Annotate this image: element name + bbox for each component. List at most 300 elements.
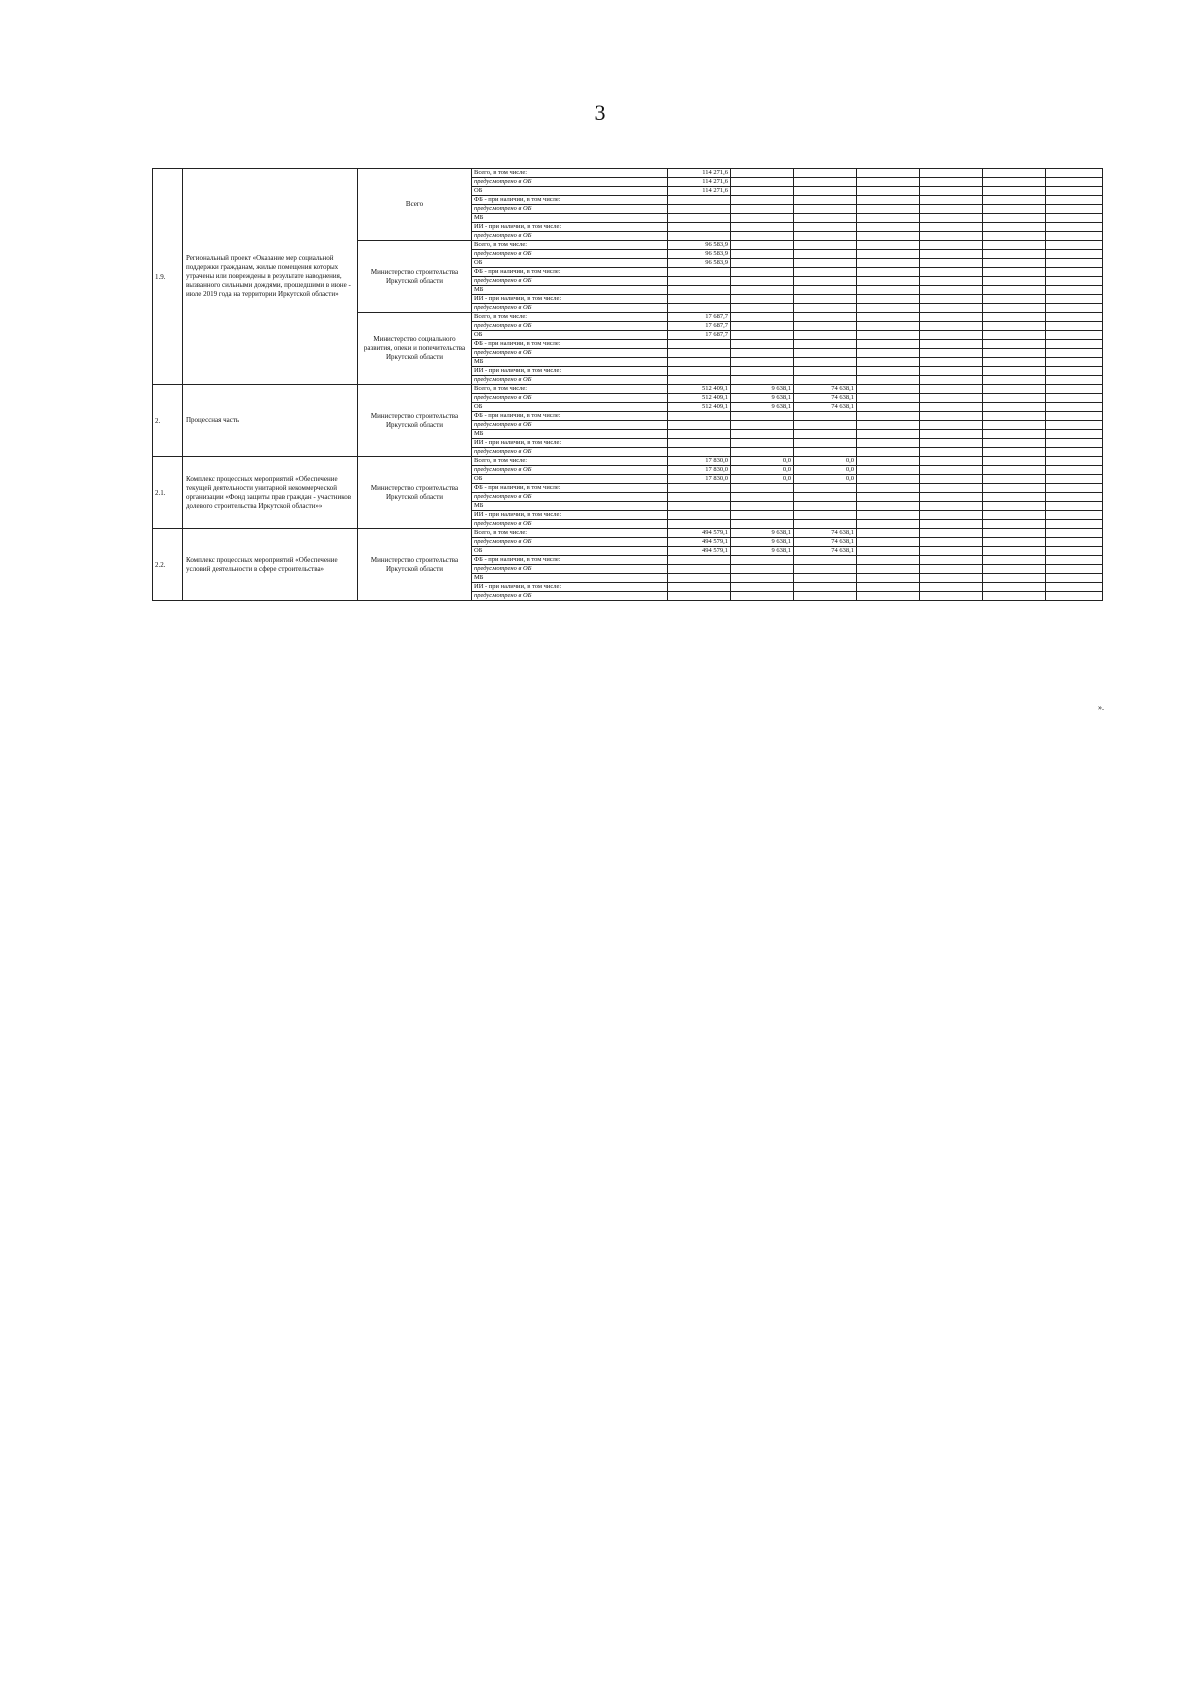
funding-source: ФБ - при наличии, в том числе:	[472, 556, 668, 565]
amount-cell	[920, 367, 983, 376]
amount-cell	[983, 502, 1046, 511]
amount-cell	[1046, 214, 1103, 223]
amount-cell	[794, 268, 857, 277]
amount-cell	[920, 178, 983, 187]
funding-source: предусмотрено в ОБ	[472, 466, 668, 475]
amount-cell	[920, 574, 983, 583]
amount-cell: 74 638,1	[794, 403, 857, 412]
amount-cell	[983, 331, 1046, 340]
amount-cell	[668, 376, 731, 385]
amount-cell	[1046, 448, 1103, 457]
amount-cell	[1046, 556, 1103, 565]
funding-source: Всего, в том числе:	[472, 457, 668, 466]
amount-cell	[731, 493, 794, 502]
amount-cell	[920, 196, 983, 205]
amount-cell	[983, 187, 1046, 196]
amount-cell	[857, 475, 920, 484]
amount-cell	[857, 196, 920, 205]
amount-cell	[668, 439, 731, 448]
amount-cell	[1046, 196, 1103, 205]
amount-cell	[731, 259, 794, 268]
table-row	[153, 385, 1103, 394]
amount-cell	[668, 520, 731, 529]
amount-cell	[794, 430, 857, 439]
amount-cell	[857, 322, 920, 331]
amount-cell	[857, 358, 920, 367]
amount-cell	[668, 277, 731, 286]
amount-cell	[920, 385, 983, 394]
amount-cell	[920, 331, 983, 340]
amount-cell	[857, 430, 920, 439]
funding-source: МБ	[472, 358, 668, 367]
amount-cell	[857, 295, 920, 304]
amount-cell: 17 687,7	[668, 313, 731, 322]
amount-cell	[857, 268, 920, 277]
amount-cell	[1046, 331, 1103, 340]
amount-cell	[920, 484, 983, 493]
amount-cell	[983, 538, 1046, 547]
amount-cell: 0,0	[731, 466, 794, 475]
amount-cell	[857, 349, 920, 358]
amount-cell	[857, 178, 920, 187]
amount-cell	[983, 565, 1046, 574]
amount-cell: 0,0	[731, 475, 794, 484]
amount-cell	[983, 493, 1046, 502]
amount-cell	[857, 394, 920, 403]
amount-cell	[794, 349, 857, 358]
amount-cell	[1046, 520, 1103, 529]
amount-cell	[920, 592, 983, 601]
amount-cell	[668, 421, 731, 430]
amount-cell	[731, 520, 794, 529]
amount-cell	[857, 457, 920, 466]
amount-cell	[983, 313, 1046, 322]
item-name: Комплекс процессных мероприятий «Обеспечение условий деятельности в сфере строительства»	[183, 529, 358, 601]
amount-cell	[794, 367, 857, 376]
amount-cell	[668, 196, 731, 205]
amount-cell	[920, 250, 983, 259]
funding-source: МБ	[472, 286, 668, 295]
amount-cell: 114 271,6	[668, 187, 731, 196]
amount-cell	[1046, 484, 1103, 493]
amount-cell	[857, 529, 920, 538]
amount-cell	[920, 403, 983, 412]
amount-cell	[794, 592, 857, 601]
amount-cell	[983, 178, 1046, 187]
amount-cell	[794, 331, 857, 340]
amount-cell	[794, 205, 857, 214]
amount-cell: 17 830,0	[668, 457, 731, 466]
amount-cell	[1046, 574, 1103, 583]
amount-cell	[731, 592, 794, 601]
amount-cell	[1046, 349, 1103, 358]
funding-source: Всего, в том числе:	[472, 529, 668, 538]
amount-cell	[668, 367, 731, 376]
amount-cell	[668, 484, 731, 493]
amount-cell	[983, 259, 1046, 268]
amount-cell	[983, 304, 1046, 313]
amount-cell	[794, 556, 857, 565]
amount-cell	[668, 340, 731, 349]
amount-cell: 114 271,6	[668, 169, 731, 178]
amount-cell	[1046, 304, 1103, 313]
amount-cell	[668, 574, 731, 583]
executor-name: Министерство социального развития, опеки и попечительства Иркутской области	[358, 313, 472, 385]
amount-cell: 9 638,1	[731, 385, 794, 394]
amount-cell	[794, 223, 857, 232]
amount-cell	[1046, 376, 1103, 385]
funding-source: предусмотрено в ОБ	[472, 304, 668, 313]
amount-cell	[857, 223, 920, 232]
amount-cell	[731, 574, 794, 583]
amount-cell	[983, 196, 1046, 205]
amount-cell: 96 583,9	[668, 259, 731, 268]
amount-cell	[920, 313, 983, 322]
amount-cell	[794, 322, 857, 331]
amount-cell: 512 409,1	[668, 385, 731, 394]
amount-cell	[794, 196, 857, 205]
amount-cell	[857, 556, 920, 565]
amount-cell	[857, 367, 920, 376]
amount-cell	[920, 529, 983, 538]
amount-cell	[731, 349, 794, 358]
amount-cell	[857, 214, 920, 223]
amount-cell	[1046, 358, 1103, 367]
amount-cell	[920, 286, 983, 295]
amount-cell	[983, 250, 1046, 259]
amount-cell	[857, 277, 920, 286]
amount-cell	[983, 376, 1046, 385]
amount-cell	[731, 331, 794, 340]
funding-source: предусмотрено в ОБ	[472, 349, 668, 358]
item-number: 1.9.	[153, 169, 183, 385]
amount-cell	[1046, 268, 1103, 277]
funding-source: ФБ - при наличии, в том числе:	[472, 484, 668, 493]
amount-cell	[920, 439, 983, 448]
amount-cell	[920, 511, 983, 520]
amount-cell	[857, 232, 920, 241]
funding-source: ИИ - при наличии, в том числе:	[472, 583, 668, 592]
funding-source: предусмотрено в ОБ	[472, 322, 668, 331]
amount-cell: 494 579,1	[668, 529, 731, 538]
amount-cell	[1046, 250, 1103, 259]
amount-cell	[983, 214, 1046, 223]
amount-cell	[1046, 187, 1103, 196]
amount-cell	[1046, 403, 1103, 412]
amount-cell	[731, 322, 794, 331]
amount-cell	[731, 295, 794, 304]
amount-cell	[731, 421, 794, 430]
budget-table	[152, 168, 1103, 601]
amount-cell	[731, 232, 794, 241]
amount-cell	[794, 565, 857, 574]
amount-cell	[983, 367, 1046, 376]
amount-cell	[920, 358, 983, 367]
amount-cell: 17 687,7	[668, 322, 731, 331]
amount-cell	[1046, 583, 1103, 592]
amount-cell	[1046, 493, 1103, 502]
amount-cell	[857, 511, 920, 520]
amount-cell	[731, 304, 794, 313]
amount-cell	[983, 322, 1046, 331]
amount-cell: 74 638,1	[794, 394, 857, 403]
amount-cell	[794, 295, 857, 304]
executor-name: Министерство строительства Иркутской области	[358, 385, 472, 457]
amount-cell	[857, 565, 920, 574]
amount-cell	[857, 385, 920, 394]
amount-cell	[920, 295, 983, 304]
amount-cell	[731, 565, 794, 574]
amount-cell	[857, 286, 920, 295]
amount-cell: 0,0	[794, 475, 857, 484]
amount-cell: 74 638,1	[794, 529, 857, 538]
executor-name: Министерство строительства Иркутской области	[358, 529, 472, 601]
amount-cell	[731, 214, 794, 223]
funding-source: ИИ - при наличии, в том числе:	[472, 439, 668, 448]
funding-source: ИИ - при наличии, в том числе:	[472, 223, 668, 232]
funding-source: предусмотрено в ОБ	[472, 565, 668, 574]
amount-cell	[731, 430, 794, 439]
funding-source: Всего, в том числе:	[472, 241, 668, 250]
amount-cell: 0,0	[731, 457, 794, 466]
amount-cell	[983, 529, 1046, 538]
amount-cell	[794, 520, 857, 529]
funding-source: предусмотрено в ОБ	[472, 232, 668, 241]
amount-cell	[920, 538, 983, 547]
amount-cell	[668, 286, 731, 295]
amount-cell: 74 638,1	[794, 538, 857, 547]
amount-cell	[983, 205, 1046, 214]
amount-cell	[731, 448, 794, 457]
funding-source: МБ	[472, 574, 668, 583]
amount-cell	[857, 592, 920, 601]
amount-cell	[920, 205, 983, 214]
funding-source: ОБ	[472, 547, 668, 556]
funding-source: предусмотрено в ОБ	[472, 520, 668, 529]
amount-cell	[668, 556, 731, 565]
amount-cell	[794, 286, 857, 295]
funding-source: Всего, в том числе:	[472, 313, 668, 322]
amount-cell	[983, 385, 1046, 394]
amount-cell	[668, 223, 731, 232]
amount-cell	[668, 205, 731, 214]
amount-cell	[983, 268, 1046, 277]
amount-cell	[920, 421, 983, 430]
table-row	[153, 169, 1103, 178]
amount-cell	[857, 520, 920, 529]
amount-cell	[920, 466, 983, 475]
amount-cell	[731, 502, 794, 511]
amount-cell	[983, 295, 1046, 304]
amount-cell	[1046, 205, 1103, 214]
amount-cell	[920, 520, 983, 529]
amount-cell	[1046, 259, 1103, 268]
amount-cell	[668, 583, 731, 592]
funding-source: ОБ	[472, 331, 668, 340]
amount-cell	[920, 304, 983, 313]
amount-cell	[983, 574, 1046, 583]
amount-cell	[731, 484, 794, 493]
amount-cell	[731, 205, 794, 214]
amount-cell	[794, 421, 857, 430]
amount-cell	[731, 277, 794, 286]
amount-cell	[983, 484, 1046, 493]
funding-source: МБ	[472, 502, 668, 511]
amount-cell	[857, 448, 920, 457]
amount-cell	[983, 439, 1046, 448]
amount-cell	[668, 304, 731, 313]
amount-cell: 0,0	[794, 457, 857, 466]
funding-source: ИИ - при наличии, в том числе:	[472, 367, 668, 376]
funding-source: ОБ	[472, 475, 668, 484]
amount-cell	[731, 511, 794, 520]
amount-cell	[668, 430, 731, 439]
amount-cell	[857, 547, 920, 556]
amount-cell	[920, 457, 983, 466]
funding-source: предусмотрено в ОБ	[472, 394, 668, 403]
amount-cell	[1046, 340, 1103, 349]
executor-name: Министерство строительства Иркутской области	[358, 457, 472, 529]
amount-cell: 512 409,1	[668, 403, 731, 412]
amount-cell	[857, 574, 920, 583]
amount-cell	[668, 493, 731, 502]
amount-cell	[857, 340, 920, 349]
amount-cell	[983, 466, 1046, 475]
funding-source: ФБ - при наличии, в том числе:	[472, 340, 668, 349]
amount-cell: 9 638,1	[731, 403, 794, 412]
amount-cell	[668, 412, 731, 421]
amount-cell	[794, 232, 857, 241]
amount-cell	[983, 457, 1046, 466]
amount-cell	[1046, 286, 1103, 295]
closing-quote-mark: ».	[1098, 703, 1104, 712]
funding-source: предусмотрено в ОБ	[472, 178, 668, 187]
item-number: 2.	[153, 385, 183, 457]
amount-cell: 114 271,6	[668, 178, 731, 187]
amount-cell	[731, 340, 794, 349]
amount-cell	[731, 556, 794, 565]
amount-cell	[920, 556, 983, 565]
amount-cell	[731, 196, 794, 205]
amount-cell	[1046, 466, 1103, 475]
amount-cell	[857, 538, 920, 547]
amount-cell	[920, 565, 983, 574]
amount-cell	[731, 412, 794, 421]
amount-cell	[983, 349, 1046, 358]
amount-cell: 494 579,1	[668, 538, 731, 547]
funding-source: ФБ - при наличии, в том числе:	[472, 196, 668, 205]
amount-cell	[983, 421, 1046, 430]
amount-cell	[983, 241, 1046, 250]
amount-cell	[983, 412, 1046, 421]
amount-cell	[920, 223, 983, 232]
amount-cell	[857, 376, 920, 385]
amount-cell	[794, 484, 857, 493]
amount-cell	[1046, 241, 1103, 250]
amount-cell	[794, 250, 857, 259]
funding-source: предусмотрено в ОБ	[472, 277, 668, 286]
amount-cell	[1046, 385, 1103, 394]
amount-cell	[731, 313, 794, 322]
amount-cell	[794, 502, 857, 511]
funding-source: ОБ	[472, 187, 668, 196]
amount-cell	[1046, 322, 1103, 331]
amount-cell	[731, 241, 794, 250]
funding-source: предусмотрено в ОБ	[472, 493, 668, 502]
amount-cell	[1046, 430, 1103, 439]
amount-cell	[1046, 439, 1103, 448]
amount-cell	[731, 268, 794, 277]
amount-cell	[794, 340, 857, 349]
amount-cell	[1046, 547, 1103, 556]
amount-cell	[983, 169, 1046, 178]
amount-cell: 96 583,9	[668, 250, 731, 259]
amount-cell	[1046, 277, 1103, 286]
amount-cell	[920, 493, 983, 502]
funding-source: МБ	[472, 214, 668, 223]
amount-cell	[983, 340, 1046, 349]
funding-source: предусмотрено в ОБ	[472, 250, 668, 259]
amount-cell	[920, 268, 983, 277]
amount-cell	[857, 241, 920, 250]
funding-source: ИИ - при наличии, в том числе:	[472, 295, 668, 304]
item-name: Региональный проект «Оказание мер социальной поддержки гражданам, жилые помещения которых утрачены или повреждены в результате наводнения, вызванного сильными дождями, прошедшими в июне - июле 2019 года на территории Иркутской области»	[183, 169, 358, 385]
amount-cell	[983, 223, 1046, 232]
amount-cell	[668, 232, 731, 241]
amount-cell	[857, 403, 920, 412]
amount-cell	[794, 358, 857, 367]
amount-cell	[920, 376, 983, 385]
amount-cell	[794, 313, 857, 322]
amount-cell	[668, 295, 731, 304]
amount-cell	[794, 583, 857, 592]
funding-source: предусмотрено в ОБ	[472, 421, 668, 430]
amount-cell	[983, 358, 1046, 367]
amount-cell	[1046, 502, 1103, 511]
amount-cell	[920, 583, 983, 592]
amount-cell	[983, 232, 1046, 241]
amount-cell	[983, 475, 1046, 484]
amount-cell	[1046, 475, 1103, 484]
amount-cell	[731, 178, 794, 187]
amount-cell	[668, 448, 731, 457]
amount-cell	[857, 412, 920, 421]
amount-cell	[920, 448, 983, 457]
amount-cell	[1046, 295, 1103, 304]
amount-cell	[668, 214, 731, 223]
amount-cell	[920, 232, 983, 241]
amount-cell	[983, 520, 1046, 529]
amount-cell: 17 830,0	[668, 475, 731, 484]
amount-cell	[857, 466, 920, 475]
funding-source: Всего, в том числе:	[472, 385, 668, 394]
amount-cell	[920, 349, 983, 358]
amount-cell	[1046, 457, 1103, 466]
amount-cell	[983, 430, 1046, 439]
funding-source: предусмотрено в ОБ	[472, 538, 668, 547]
amount-cell	[794, 304, 857, 313]
funding-source: ФБ - при наличии, в том числе:	[472, 268, 668, 277]
amount-cell	[794, 169, 857, 178]
executor-name: Всего	[358, 169, 472, 241]
amount-cell	[983, 547, 1046, 556]
amount-cell	[983, 448, 1046, 457]
amount-cell	[857, 313, 920, 322]
amount-cell	[1046, 538, 1103, 547]
funding-source: ОБ	[472, 403, 668, 412]
amount-cell	[1046, 223, 1103, 232]
amount-cell	[668, 592, 731, 601]
